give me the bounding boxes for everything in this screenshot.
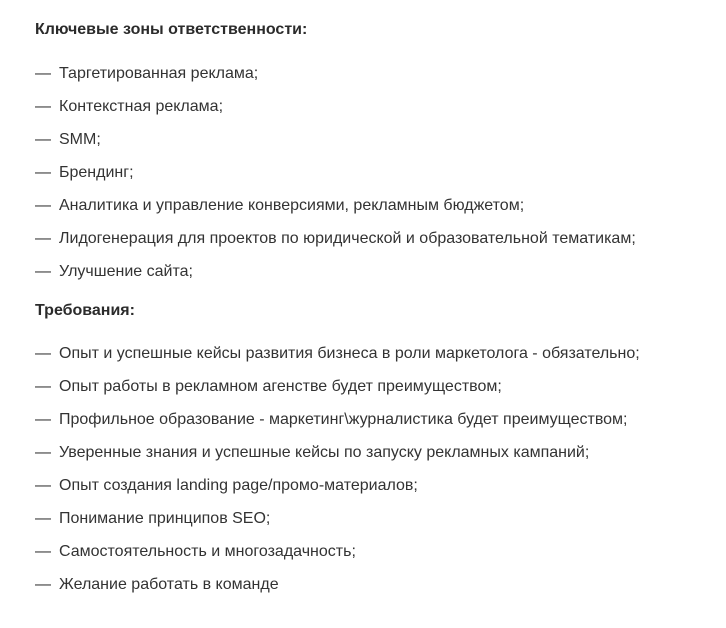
bullet-dash: — (35, 510, 51, 527)
list-item (35, 57, 715, 90)
bullet-dash: — (35, 345, 51, 362)
list-item (35, 568, 715, 601)
list-item-text: Аналитика и управление конверсиями, рекламным бюджетом; (59, 197, 525, 214)
list-item-text: Профильное образование - маркетинг\журналистика будет преимуществом; (59, 411, 628, 428)
list-item-text: Желание работать в команде (59, 576, 279, 593)
bullet-dash: — (35, 98, 51, 115)
list-item (35, 90, 715, 123)
bullet-dash: — (35, 65, 51, 82)
bullet-dash: — (35, 378, 51, 395)
bullet-dash: — (35, 230, 51, 247)
list-item (35, 337, 715, 370)
bullet-dash: — (35, 444, 51, 461)
list-item-text: Уверенные знания и успешные кейсы по запуску рекламных кампаний; (59, 444, 590, 461)
list-item (35, 255, 715, 288)
bullet-dash: — (35, 477, 51, 494)
job-description (35, 18, 715, 601)
bullet-dash: — (35, 263, 51, 280)
responsibilities-list (35, 57, 715, 288)
list-item-text: Таргетированная реклама; (59, 65, 259, 82)
list-item-text: Самостоятельность и многозадачность; (59, 543, 356, 560)
list-item (35, 403, 715, 436)
bullet-dash: — (35, 164, 51, 181)
list-item (35, 436, 715, 469)
list-item (35, 502, 715, 535)
bullet-dash: — (35, 411, 51, 428)
requirements-heading: Требования: (35, 302, 135, 319)
bullet-dash: — (35, 197, 51, 214)
list-item (35, 370, 715, 403)
list-item-text: Лидогенерация для проектов по юридической и образовательной тематикам; (59, 230, 636, 247)
list-item (35, 535, 715, 568)
list-item-text: Брендинг; (59, 164, 134, 181)
list-item-text: SMM; (59, 131, 101, 148)
bullet-dash: — (35, 576, 51, 593)
list-item-text: Опыт создания landing page/промо-материалов; (59, 477, 418, 494)
responsibilities-heading: Ключевые зоны ответственности: (35, 21, 308, 38)
bullet-dash: — (35, 543, 51, 560)
requirements-list (35, 337, 715, 601)
list-item-text: Понимание принципов SEO; (59, 510, 271, 527)
list-item-text: Улучшение сайта; (59, 263, 193, 280)
list-item (35, 189, 715, 222)
list-item (35, 469, 715, 502)
list-item-text: Контекстная реклама; (59, 98, 224, 115)
list-item (35, 222, 715, 255)
list-item (35, 156, 715, 189)
list-item (35, 123, 715, 156)
bullet-dash: — (35, 131, 51, 148)
list-item-text: Опыт работы в рекламном агенстве будет преимуществом; (59, 378, 502, 395)
list-item-text: Опыт и успешные кейсы развития бизнеса в роли маркетолога - обязательно; (59, 345, 640, 362)
